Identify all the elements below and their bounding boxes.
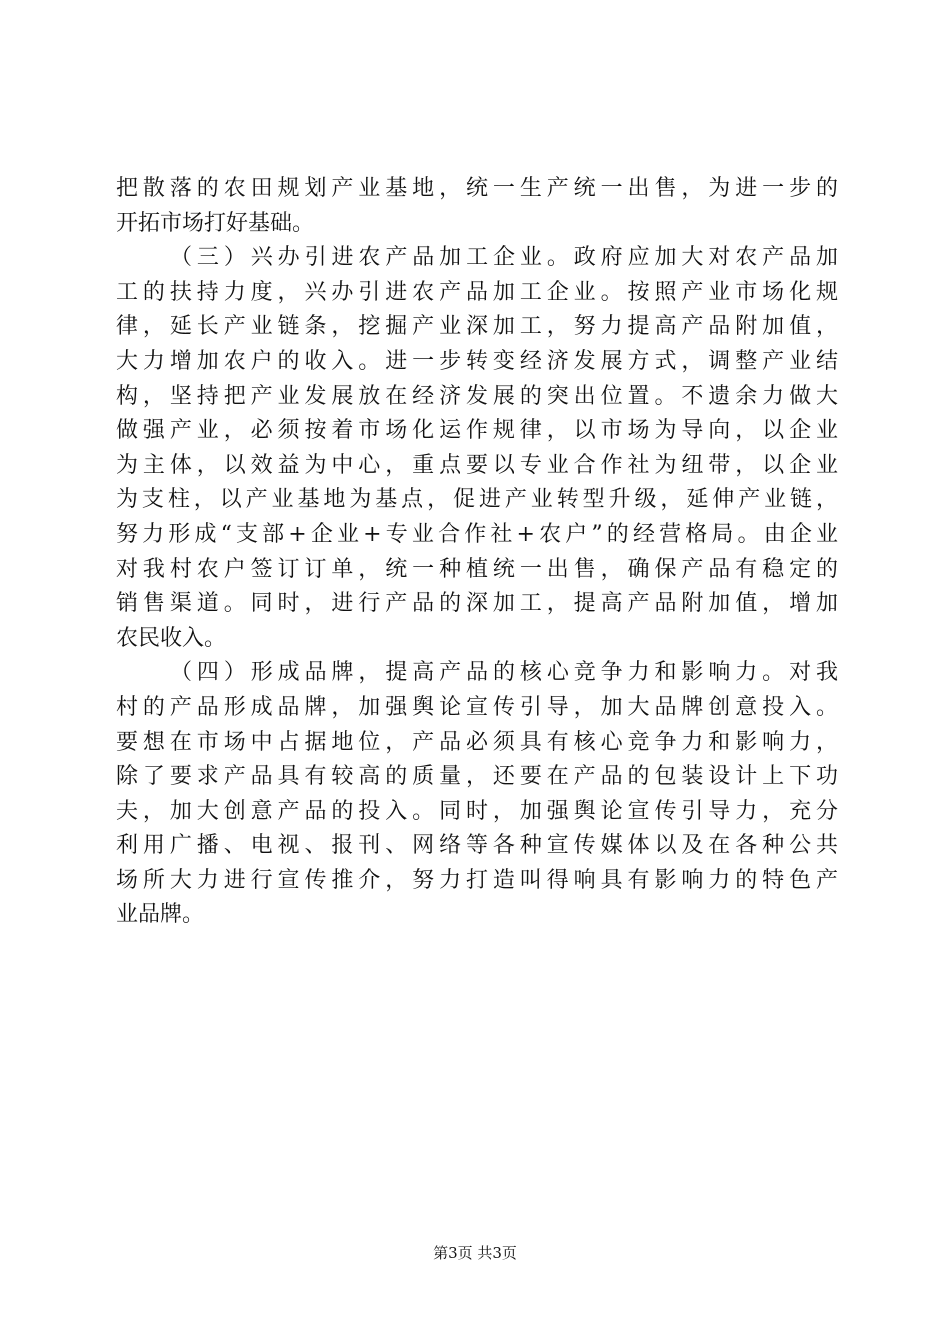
document-body — [116, 172, 838, 933]
text-line: 利用广播、电视、报刊、网络等各种宣传媒体以及在各种公共 — [116, 833, 838, 859]
text-line: 为主体，以效益为中心，重点要以专业合作社为纽带，以企业 — [116, 452, 838, 478]
text-line: 工的扶持力度，兴办引进农产品加工企业。按照产业市场化规 — [116, 279, 838, 305]
paragraph — [116, 656, 838, 933]
text-line: 农民收入。 — [116, 625, 227, 651]
text-line: 努力形成“支部+企业+专业合作社+农户”的经营格局。由企业 — [116, 521, 838, 547]
text-line: 除了要求产品具有较高的质量，还要在产品的包装设计上下功 — [116, 764, 838, 790]
text-line: 律，延长产业链条，挖掘产业深加工，努力提高产品附加值， — [116, 314, 838, 340]
text-line: 开拓市场打好基础。 — [116, 210, 315, 236]
text-line: 夫，加大创意产品的投入。同时，加强舆论宣传引导力，充分 — [116, 798, 838, 824]
text-line: 业品牌。 — [116, 902, 205, 928]
text-line: 构，坚持把产业发展放在经济发展的突出位置。不遗余力做大 — [116, 383, 838, 409]
text-line: 场所大力进行宣传推介，努力打造叫得响具有影响力的特色产 — [116, 867, 838, 893]
text-line: 为支柱，以产业基地为基点，促进产业转型升级，延伸产业链， — [116, 487, 838, 513]
text-line: 把散落的农田规划产业基地，统一生产统一出售，为进一步的 — [116, 176, 838, 201]
text-line: 要想在市场中占据地位，产品必须具有核心竞争力和影响力， — [116, 729, 838, 755]
text-line: 村的产品形成品牌，加强舆论宣传引导，加大品牌创意投入。 — [116, 694, 838, 720]
text-line: 对我村农户签订订单，统一种植统一出售，确保产品有稳定的 — [116, 556, 838, 582]
paragraph — [116, 172, 838, 241]
text-line: 做强产业，必须按着市场化运作规律，以市场为导向，以企业 — [116, 418, 838, 444]
page-footer: 第3页 共3页 — [433, 1244, 517, 1262]
text-line: 销售渠道。同时，进行产品的深加工，提高产品附加值，增加 — [116, 591, 838, 617]
text-line: 大力增加农户的收入。进一步转变经济发展方式，调整产业结 — [116, 348, 838, 374]
text-line: （三）兴办引进农产品加工企业。政府应加大对农产品加 — [170, 245, 838, 271]
text-line: （四）形成品牌，提高产品的核心竞争力和影响力。对我 — [170, 660, 838, 686]
paragraph — [116, 241, 838, 656]
